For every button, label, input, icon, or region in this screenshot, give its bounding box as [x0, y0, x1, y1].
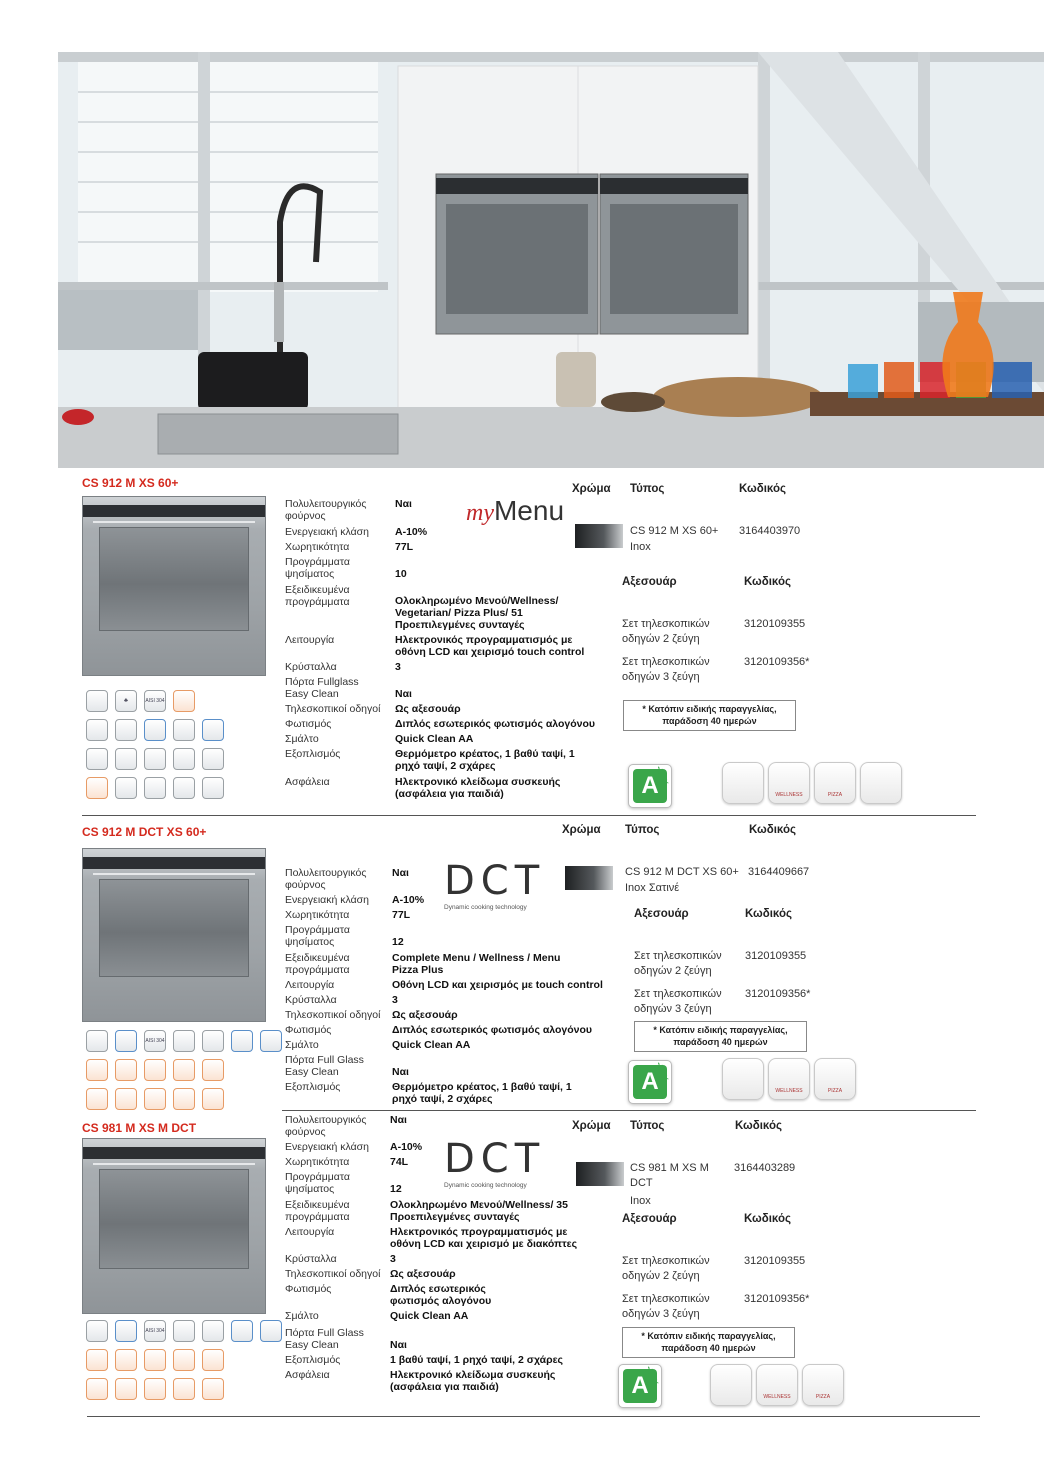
rotisserie-icon: [144, 777, 166, 799]
code-header: Κωδικός: [739, 483, 786, 495]
wellness-icon: WELLNESS: [756, 1364, 798, 1406]
color-swatch-inox: [576, 1162, 624, 1186]
color-header: Χρώμα: [572, 1120, 611, 1132]
vegetarian-icon: [860, 762, 902, 804]
top-heat-icon: [144, 1059, 166, 1081]
rotisserie-icon: [115, 1378, 137, 1400]
type-finish: Inox Σατινέ: [625, 882, 680, 894]
eco-fan-icon: [144, 1088, 166, 1110]
spec-value: Complete Menu / Wellness / Menu Pizza Plus: [392, 952, 561, 976]
pizza-mode-icon: [202, 1059, 224, 1081]
spec-label: Ενεργειακή κλάση: [285, 526, 369, 538]
spec-value: Διπλός εσωτερικός φωτισμός αλογόνου: [395, 718, 596, 730]
spec-value: Ως αξεσουάρ: [392, 1009, 458, 1021]
spec-value: Ναι: [395, 688, 412, 700]
lamp-icon: [173, 719, 195, 741]
aisi-icon: AISI 304: [144, 1320, 166, 1342]
spec-label: Φωτισμός: [285, 1283, 332, 1295]
accessory-header: Αξεσουάρ: [622, 1213, 677, 1225]
accessory-code-header: Κωδικός: [744, 576, 791, 588]
menu-complete-icon: [722, 762, 764, 804]
spec-label: Ασφάλεια: [285, 1369, 330, 1381]
spec-value: Ηλεκτρονικός προγραμματισμός με οθόνη LCD και χειρισμό με διακόπτες: [390, 1226, 578, 1250]
feature-icon-grid: [86, 690, 253, 799]
spec-label: Λειτουργία: [285, 979, 335, 991]
bottom-heat-icon: [144, 748, 166, 770]
spec-label: Κρύσταλλα: [285, 994, 337, 1006]
spec-value: Ολοκληρωμένο Μενού/Wellness/ Vegetarian/ Pizza Plus/ 51 Προεπιλεγμένες συνταγές: [395, 595, 559, 631]
spec-label: Εξειδικευμένα προγράμματα: [285, 952, 350, 976]
eco-fan-icon: [173, 777, 195, 799]
accessory-header: Αξεσουάρ: [622, 576, 677, 588]
bottom-heat-icon: [115, 1059, 137, 1081]
timer-icon: [115, 1320, 137, 1342]
spec-label: Τηλεσκοπικοί οδηγοί: [285, 1268, 381, 1280]
spec-label: Εξοπλισμός: [285, 1354, 341, 1366]
type-header: Τύπος: [625, 824, 660, 836]
spec-value: Διπλός εσωτερικός φωτισμός αλογόνου: [390, 1283, 492, 1307]
type-name: CS 912 M DCT XS 60+: [625, 866, 739, 878]
spec-value: Ναι: [392, 1066, 409, 1078]
spec-label: Πόρτα Full Glass Easy Clean: [285, 1054, 364, 1078]
color-header: Χρώμα: [562, 824, 601, 836]
lamp-icon: [260, 1320, 282, 1342]
fan-grill-icon: [86, 1349, 108, 1371]
turbo-icon: [115, 777, 137, 799]
menu-complete-icon: [722, 1058, 764, 1100]
spec-label: Εξοπλισμός: [285, 1081, 341, 1093]
timer-icon: [115, 1030, 137, 1052]
hero-kitchen-photo: [58, 52, 1044, 468]
spec-value: Ως αξεσουάρ: [390, 1268, 456, 1280]
spec-label: Κρύσταλλα: [285, 1253, 337, 1265]
color-swatch-inox: [565, 866, 613, 890]
product-title: CS 912 M XS 60+: [82, 476, 179, 490]
accessory-name: Σετ τηλεσκοπικών οδηγών 3 ζεύγη: [622, 1293, 710, 1320]
spec-label: Ενεργειακή κλάση: [285, 894, 369, 906]
spec-value: Ναι: [392, 867, 409, 879]
spec-label: Πολυλειτουργικός φούρνος: [285, 498, 367, 522]
spec-value: 3: [395, 661, 401, 673]
pot-icon: [86, 1030, 108, 1052]
turbo-icon: [86, 1378, 108, 1400]
type-name: CS 981 M XS M DCT: [630, 1162, 709, 1189]
aisi-icon: AISI 304: [144, 690, 166, 712]
spec-label: Χωρητικότητα: [285, 1156, 350, 1168]
top-heat-icon: [144, 1349, 166, 1371]
spec-label: Προγράμματα ψησίματος: [285, 556, 350, 580]
spec-value: 12: [392, 936, 404, 948]
code-header: Κωδικός: [749, 824, 796, 836]
accessory-header: Αξεσουάρ: [634, 908, 689, 920]
probe-icon: [202, 719, 224, 741]
spec-value: 10: [395, 568, 407, 580]
pizza-icon: PIZZA: [814, 762, 856, 804]
multi-icon: [173, 1088, 195, 1110]
turbo-icon: [86, 1088, 108, 1110]
accessory-name: Σετ τηλεσκοπικών οδηγών 3 ζεύγη: [634, 988, 722, 1015]
spec-label: Προγράμματα ψησίματος: [285, 1171, 350, 1195]
spec-label: Λειτουργία: [285, 1226, 335, 1238]
energy-class-badge: A -10%: [628, 764, 672, 808]
spec-value: Ναι: [395, 498, 412, 510]
pizza-icon: PIZZA: [802, 1364, 844, 1406]
eco-icon: [173, 1030, 195, 1052]
probe-icon: [231, 1030, 253, 1052]
grill-icon: [202, 1030, 224, 1052]
accessory-code: 3120109356*: [744, 1293, 810, 1305]
spec-label: Τηλεσκοπικοί οδηγοί: [285, 703, 381, 715]
spec-value: 3: [390, 1253, 396, 1265]
spec-value: A-10%: [390, 1141, 423, 1153]
eco-fan-icon: [144, 1378, 166, 1400]
accessory-code: 3120109355: [744, 618, 806, 630]
spec-value: Ολοκληρωμένο Μενού/Wellness/ 35 Προεπιλεγμένες συνταγές: [390, 1199, 568, 1223]
special-order-note: * Κατόπιν ειδικής παραγγελίας, παράδοση 40 ημερών: [623, 700, 796, 731]
pot-icon: [86, 719, 108, 741]
timer-icon: [144, 719, 166, 741]
spec-label: Προγράμματα ψησίματος: [285, 924, 350, 948]
spec-label: Πολυλειτουργικός φούρνος: [285, 867, 367, 891]
oven-image: [82, 496, 266, 676]
spec-value: Διπλός εσωτερικός φωτισμός αλογόνου: [392, 1024, 593, 1036]
accessory-name: Σετ τηλεσκοπικών οδηγών 3 ζεύγη: [622, 656, 710, 683]
color-swatch-inox: [575, 524, 623, 548]
aisi-icon: AISI 304: [144, 1030, 166, 1052]
spec-value: 3: [392, 994, 398, 1006]
oven-mode-icon: [86, 748, 108, 770]
spec-label: Εξοπλισμός: [285, 748, 341, 760]
accessory-code: 3120109355: [745, 950, 807, 962]
fan-grill-icon: [115, 748, 137, 770]
spec-value: 12: [390, 1183, 402, 1195]
mymenu-logo: myMenu: [466, 495, 565, 526]
wellness-icon: WELLNESS: [768, 762, 810, 804]
spec-label: Κρύσταλλα: [285, 661, 337, 673]
special-order-note: * Κατόπιν ειδικής παραγγελίας, παράδοση 40 ημερών: [622, 1327, 795, 1358]
top-heat-icon: [173, 748, 195, 770]
special-order-note: * Κατόπιν ειδικής παραγγελίας, παράδοση 40 ημερών: [634, 1021, 807, 1052]
product-title: CS 981 M XS M DCT: [82, 1121, 197, 1135]
accessory-code-header: Κωδικός: [744, 1213, 791, 1225]
type-header: Τύπος: [630, 483, 665, 495]
spec-label: Ενεργειακή κλάση: [285, 1141, 369, 1153]
type-name: CS 912 M XS 60+: [630, 525, 719, 537]
type-finish: Inox: [630, 541, 651, 553]
fan-icon: [86, 690, 108, 712]
pizza-mode-icon: [86, 777, 108, 799]
pot-icon: [86, 1320, 108, 1342]
accessory-code: 3120109356*: [744, 656, 810, 668]
spec-value: Quick Clean AA: [390, 1310, 469, 1322]
type-header: Τύπος: [630, 1120, 665, 1132]
spec-value: 77L: [395, 541, 414, 553]
spec-label: Λειτουργία: [285, 634, 335, 646]
dct-logo: DCT Dynamic cooking technology: [444, 858, 546, 911]
code-header: Κωδικός: [735, 1120, 782, 1132]
grill-icon: [115, 719, 137, 741]
multi-icon: [202, 777, 224, 799]
wellness-icon: WELLNESS: [768, 1058, 810, 1100]
menu-complete-icon: [710, 1364, 752, 1406]
spec-value: 77L: [392, 909, 411, 921]
spec-value: Quick Clean AA: [392, 1039, 471, 1051]
pizza-icon: PIZZA: [814, 1058, 856, 1100]
product-code: 3164403970: [739, 525, 801, 537]
divider: [282, 1110, 976, 1111]
grill-icon: [202, 1320, 224, 1342]
feature-icon-grid: [86, 1320, 282, 1400]
probe-icon: [231, 1320, 253, 1342]
clean-icon: [173, 690, 195, 712]
spec-label: Ασφάλεια: [285, 776, 330, 788]
spec-value: Θερμόμετρο κρέατος, 1 βαθύ ταψί, 1 ρηχό ταψί, 2 σχάρες: [392, 1081, 572, 1105]
static-icon: [202, 1088, 224, 1110]
spec-label: Πολυλειτουργικός φούρνος: [285, 1114, 367, 1138]
spec-value: Ηλεκτρονικός προγραμματισμός με οθόνη LCD και χειρισμό touch control: [395, 634, 585, 658]
spec-label: Σμάλτο: [285, 1310, 319, 1322]
product-code: 3164409667: [748, 866, 810, 878]
energy-class-badge: A -10%: [618, 1364, 662, 1408]
spec-value: Quick Clean AA: [395, 733, 474, 745]
spec-value: 1 βαθύ ταψί, 1 ρηχό ταψί, 2 σχάρες: [390, 1354, 564, 1366]
fan-grill-icon: [86, 1059, 108, 1081]
spec-label: Χωρητικότητα: [285, 541, 350, 553]
pizza-mode-icon: [202, 1349, 224, 1371]
spec-value: 74L: [390, 1156, 409, 1168]
defrost-icon: [173, 1349, 195, 1371]
accessory-name: Σετ τηλεσκοπικών οδηγών 2 ζεύγη: [622, 618, 710, 645]
accessory-name: Σετ τηλεσκοπικών οδηγών 2 ζεύγη: [634, 950, 722, 977]
multi-icon: [173, 1378, 195, 1400]
product-title: CS 912 M DCT XS 60+: [82, 825, 207, 839]
spec-value: A-10%: [392, 894, 425, 906]
spec-value: Ηλεκτρονικό κλείδωμα συσκευής (ασφάλεια για παιδιά): [395, 776, 561, 800]
spec-label: Σμάλτο: [285, 1039, 319, 1051]
accessory-code: 3120109356*: [745, 988, 811, 1000]
spec-label: Πόρτα Fullglass Easy Clean: [285, 676, 359, 700]
lamp-icon: [260, 1030, 282, 1052]
eco-icon: [173, 1320, 195, 1342]
oven-image: [82, 1138, 266, 1314]
defrost-icon: [202, 748, 224, 770]
accessory-code-header: Κωδικός: [745, 908, 792, 920]
oven-image: [82, 848, 266, 1022]
spec-value: Ναι: [390, 1339, 407, 1351]
spec-label: Τηλεσκοπικοί οδηγοί: [285, 1009, 381, 1021]
spec-value: Θερμόμετρο κρέατος, 1 βαθύ ταψί, 1 ρηχό ταψί, 2 σχάρες: [395, 748, 575, 772]
spec-value: Ως αξεσουάρ: [395, 703, 461, 715]
spec-label: Σμάλτο: [285, 733, 319, 745]
bottom-heat-icon: [115, 1349, 137, 1371]
spec-value: Ηλεκτρονικό κλείδωμα συσκευής (ασφάλεια για παιδιά): [390, 1369, 556, 1393]
static-icon: [202, 1378, 224, 1400]
feature-icon-grid: [86, 1030, 282, 1110]
eco-icon: ♣: [115, 690, 137, 712]
spec-value: Οθόνη LCD και χειρισμός με touch control: [392, 979, 603, 991]
defrost-icon: [173, 1059, 195, 1081]
spec-label: Χωρητικότητα: [285, 909, 350, 921]
spec-label: Εξειδικευμένα προγράμματα: [285, 1199, 350, 1223]
rotisserie-icon: [115, 1088, 137, 1110]
energy-class-badge: A -10%: [628, 1060, 672, 1104]
divider: [82, 815, 976, 816]
accessory-name: Σετ τηλεσκοπικών οδηγών 2 ζεύγη: [622, 1255, 710, 1282]
spec-value: Ναι: [390, 1114, 407, 1126]
type-finish: Inox: [630, 1195, 651, 1207]
dct-logo: DCT Dynamic cooking technology: [444, 1136, 546, 1189]
product-code: 3164403289: [734, 1162, 796, 1174]
accessory-code: 3120109355: [744, 1255, 806, 1267]
spec-label: Πόρτα Full Glass Easy Clean: [285, 1327, 364, 1351]
spec-label: Εξειδικευμένα προγράμματα: [285, 584, 350, 608]
spec-label: Φωτισμός: [285, 718, 332, 730]
spec-label: Φωτισμός: [285, 1024, 332, 1036]
divider: [87, 1416, 980, 1417]
spec-value: A-10%: [395, 526, 428, 538]
color-header: Χρώμα: [572, 483, 611, 495]
